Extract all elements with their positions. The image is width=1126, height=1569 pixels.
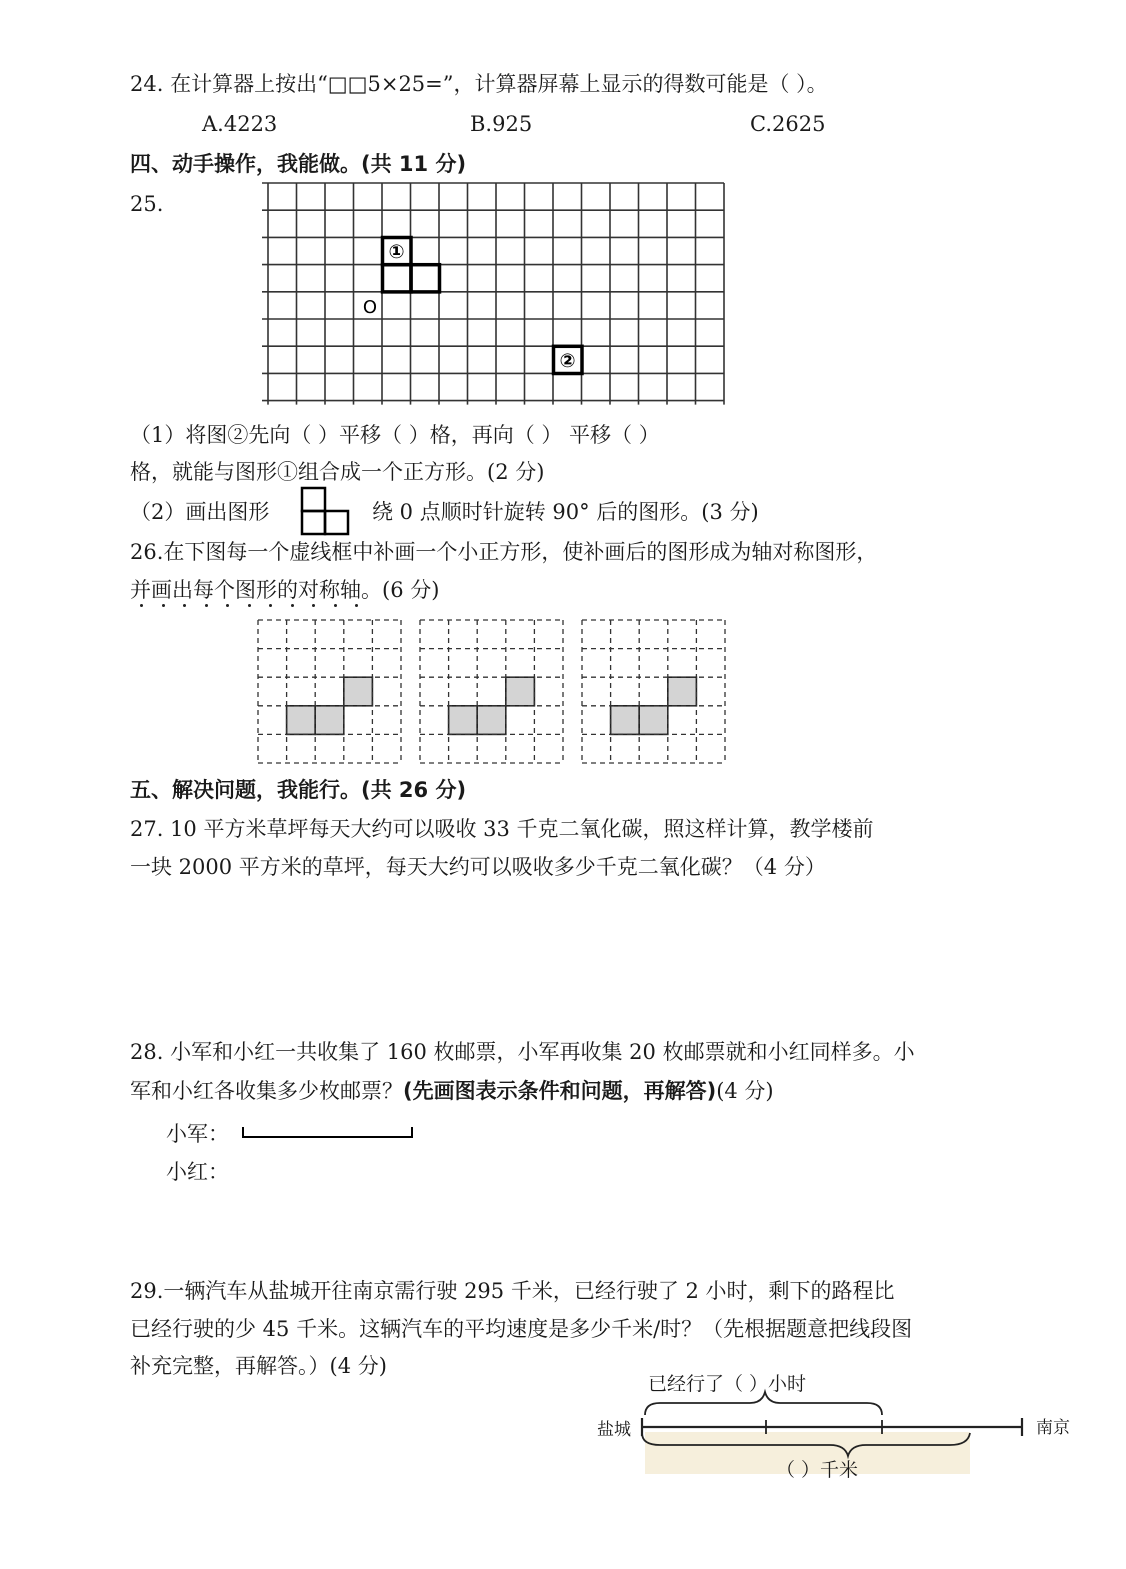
dashed-box-3[interactable] (582, 620, 725, 763)
shaded-cell (315, 706, 344, 735)
label-xiaohong: 小红： (166, 1160, 229, 1184)
q25-part1-line1: （1）将图②先向（ ）平移（ ）格，再向（ ） 平移（ ） (130, 423, 660, 447)
q25-part2-after: 绕 0 点顺时针旋转 90° 后的图形。(3 分) (372, 500, 759, 524)
q27-line2: 一块 2000 平方米的草坪，每天大约可以吸收多少千克二氧化碳？（4 分） (130, 855, 826, 879)
left-city: 盐城 (597, 1420, 631, 1440)
top-label: 已经行了（ ）小时 (648, 1373, 807, 1395)
q28-line2-plain: 军和小红各收集多少枚邮票？ (130, 1079, 403, 1103)
q27-line1: 27. 10 平方米草坪每天大约可以吸收 33 千克二氧化碳，照这样计算，教学楼前 (130, 817, 874, 841)
right-city: 南京 (1036, 1418, 1070, 1438)
section4-title: 四、动手操作，我能做。(共 11 分) (130, 152, 467, 176)
q24-option-b[interactable]: B.925 (470, 112, 533, 136)
top-brace (645, 1392, 882, 1415)
q28-line2-end: (4 分) (716, 1079, 774, 1103)
q28-line2-bold: (先画图表示条件和问题，再解答) (403, 1079, 717, 1103)
q25-number: 25. (130, 192, 164, 216)
q28-line2 (130, 1077, 774, 1105)
section5-title: 五、解决问题，我能行。(共 26 分) (130, 778, 467, 802)
shaded-cell (477, 706, 506, 735)
shaded-cell (611, 706, 640, 735)
shaded-cell (287, 706, 316, 735)
xiaojun-segment[interactable] (240, 1124, 420, 1144)
shape-2-marker: ② (559, 350, 576, 372)
q29-line3: 补充完整，再解答。）(4 分) (130, 1354, 387, 1378)
shaded-cell (668, 677, 697, 706)
q25-part1-line2: 格，就能与图形①组合成一个正方形。(2 分) (130, 460, 545, 484)
shaded-cell (449, 706, 478, 735)
q29-segment-diagram[interactable] (590, 1370, 1090, 1490)
q29-line2: 已经行驶的少 45 千米。这辆汽车的平均速度是多少千米/时？（先根据题意把线段图 (130, 1317, 913, 1341)
q29-line1: 29.一辆汽车从盐城开往南京需行驶 295 千米，已经行驶了 2 小时，剩下的路程比 (130, 1279, 895, 1303)
q26-line1: 26.在下图每一个虚线框中补画一个小正方形，使补画后的图形成为轴对称图形， (130, 540, 878, 564)
shaded-cell (639, 706, 668, 735)
bottom-label: （ ）千米 (776, 1459, 859, 1481)
shape-1-marker: ① (388, 241, 405, 263)
label-xiaojun: 小军： (166, 1122, 229, 1146)
q25-part2-before: （2）画出图形 (130, 500, 270, 524)
point-o-label: O (362, 297, 378, 318)
shaded-cell (506, 677, 535, 706)
dashed-box-2[interactable] (420, 620, 563, 763)
q26-line2: 并画出每个图形的对称轴。(6 分) (130, 578, 440, 602)
q28-line1: 28. 小军和小红一共收集了 160 枚邮票，小军再收集 20 枚邮票就和小红同样多。小 (130, 1040, 915, 1064)
shaded-cell (344, 677, 373, 706)
q24-stem: 24. 在计算器上按出“□□5×25=”，计算器屏幕上显示的得数可能是（ ）。 (130, 72, 828, 96)
q24-option-a[interactable]: A.4223 (202, 112, 278, 136)
dashed-box-1[interactable] (258, 620, 401, 763)
q26-dashed-grids (0, 0, 1126, 760)
q24-option-c[interactable]: C.2625 (750, 112, 826, 136)
